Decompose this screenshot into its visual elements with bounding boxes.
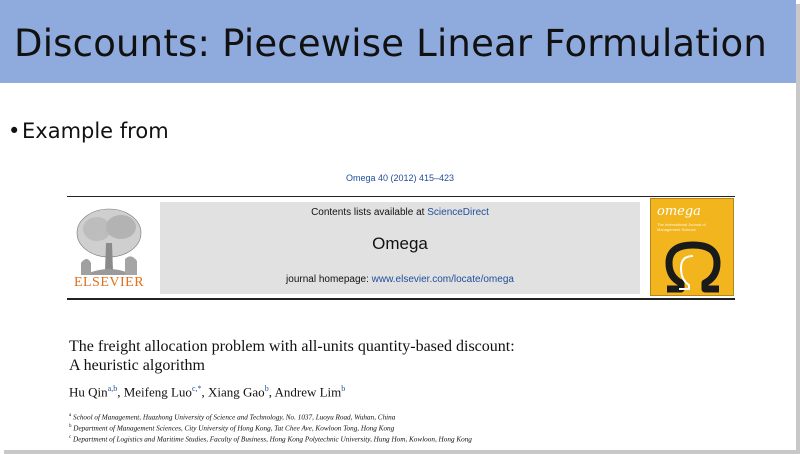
affiliation-mark: b [69, 424, 72, 429]
author-list [69, 384, 709, 400]
contents-line [160, 207, 640, 218]
slide-shadow-bottom [4, 450, 800, 454]
slide-shadow-right [796, 4, 800, 454]
paper-title [69, 337, 709, 375]
affiliation-text: Department of Logistics and Maritime Studies, Faculty of Business, Hong Kong Polytechnic University, Hung Hom, Kowloon, Hong Kong [73, 435, 472, 444]
bullet-item [8, 119, 169, 143]
affiliation-item [69, 435, 709, 443]
author-separator: , [268, 384, 275, 400]
omega-symbol-icon [659, 237, 727, 293]
paper-title-line-2: A heuristic algorithm [69, 357, 205, 374]
author-name: Meifeng Luo [123, 384, 192, 400]
affiliation-mark: a [69, 413, 72, 418]
journal-homepage-link[interactable]: www.elsevier.com/locate/omega [371, 274, 514, 285]
journal-header-box [160, 202, 640, 294]
author-name: Hu Qin [69, 384, 108, 400]
bullet-dot-icon: • [8, 119, 21, 143]
cover-title: omega [657, 204, 701, 219]
author-separator: , [201, 384, 208, 400]
author-affiliation-mark[interactable]: b [341, 384, 346, 393]
affiliation-mark: c [69, 435, 72, 440]
homepage-prefix: journal homepage: [286, 274, 372, 285]
sciencedirect-link[interactable]: ScienceDirect [427, 207, 489, 218]
homepage-line [160, 274, 640, 285]
author-affiliation-mark[interactable]: a,b [107, 384, 118, 393]
paper-title-line-1: The freight allocation problem with all-units quantity-based discount: [69, 338, 515, 355]
contents-prefix: Contents lists available at [311, 207, 428, 218]
author-name: Andrew Lim [274, 384, 342, 400]
affiliation-text: Department of Management Sciences, City University of Hong Kong, Tat Chee Ave, Kowloon Tong, Hong Kong [73, 424, 395, 433]
cover-subtitle: The International Journal of Management Science [657, 222, 706, 232]
slide-title-bar [0, 0, 796, 83]
affiliation-text: School of Management, Huazhong University of Science and Technology, No. 1037, Luoyu Road, Wuhan, China [73, 413, 396, 422]
slide-title: Discounts: Piecewise Linear Formulation [14, 22, 767, 65]
author-affiliation-mark[interactable]: b [264, 384, 269, 393]
paper-citation[interactable]: Omega 40 (2012) 415–423 [345, 173, 455, 183]
header-top-rule [67, 196, 735, 197]
affiliation-item [69, 413, 709, 421]
journal-cover [650, 198, 734, 296]
author-separator: , [117, 384, 124, 400]
author-name: Xiang Gao [208, 384, 265, 400]
bullet-text: Example from [22, 119, 169, 143]
journal-name: Omega [372, 234, 428, 253]
author-affiliation-mark[interactable]: c,* [191, 384, 202, 393]
publisher-logo-text: ELSEVIER [73, 275, 145, 290]
header-bottom-rule [67, 298, 735, 300]
affiliation-item [69, 424, 709, 432]
